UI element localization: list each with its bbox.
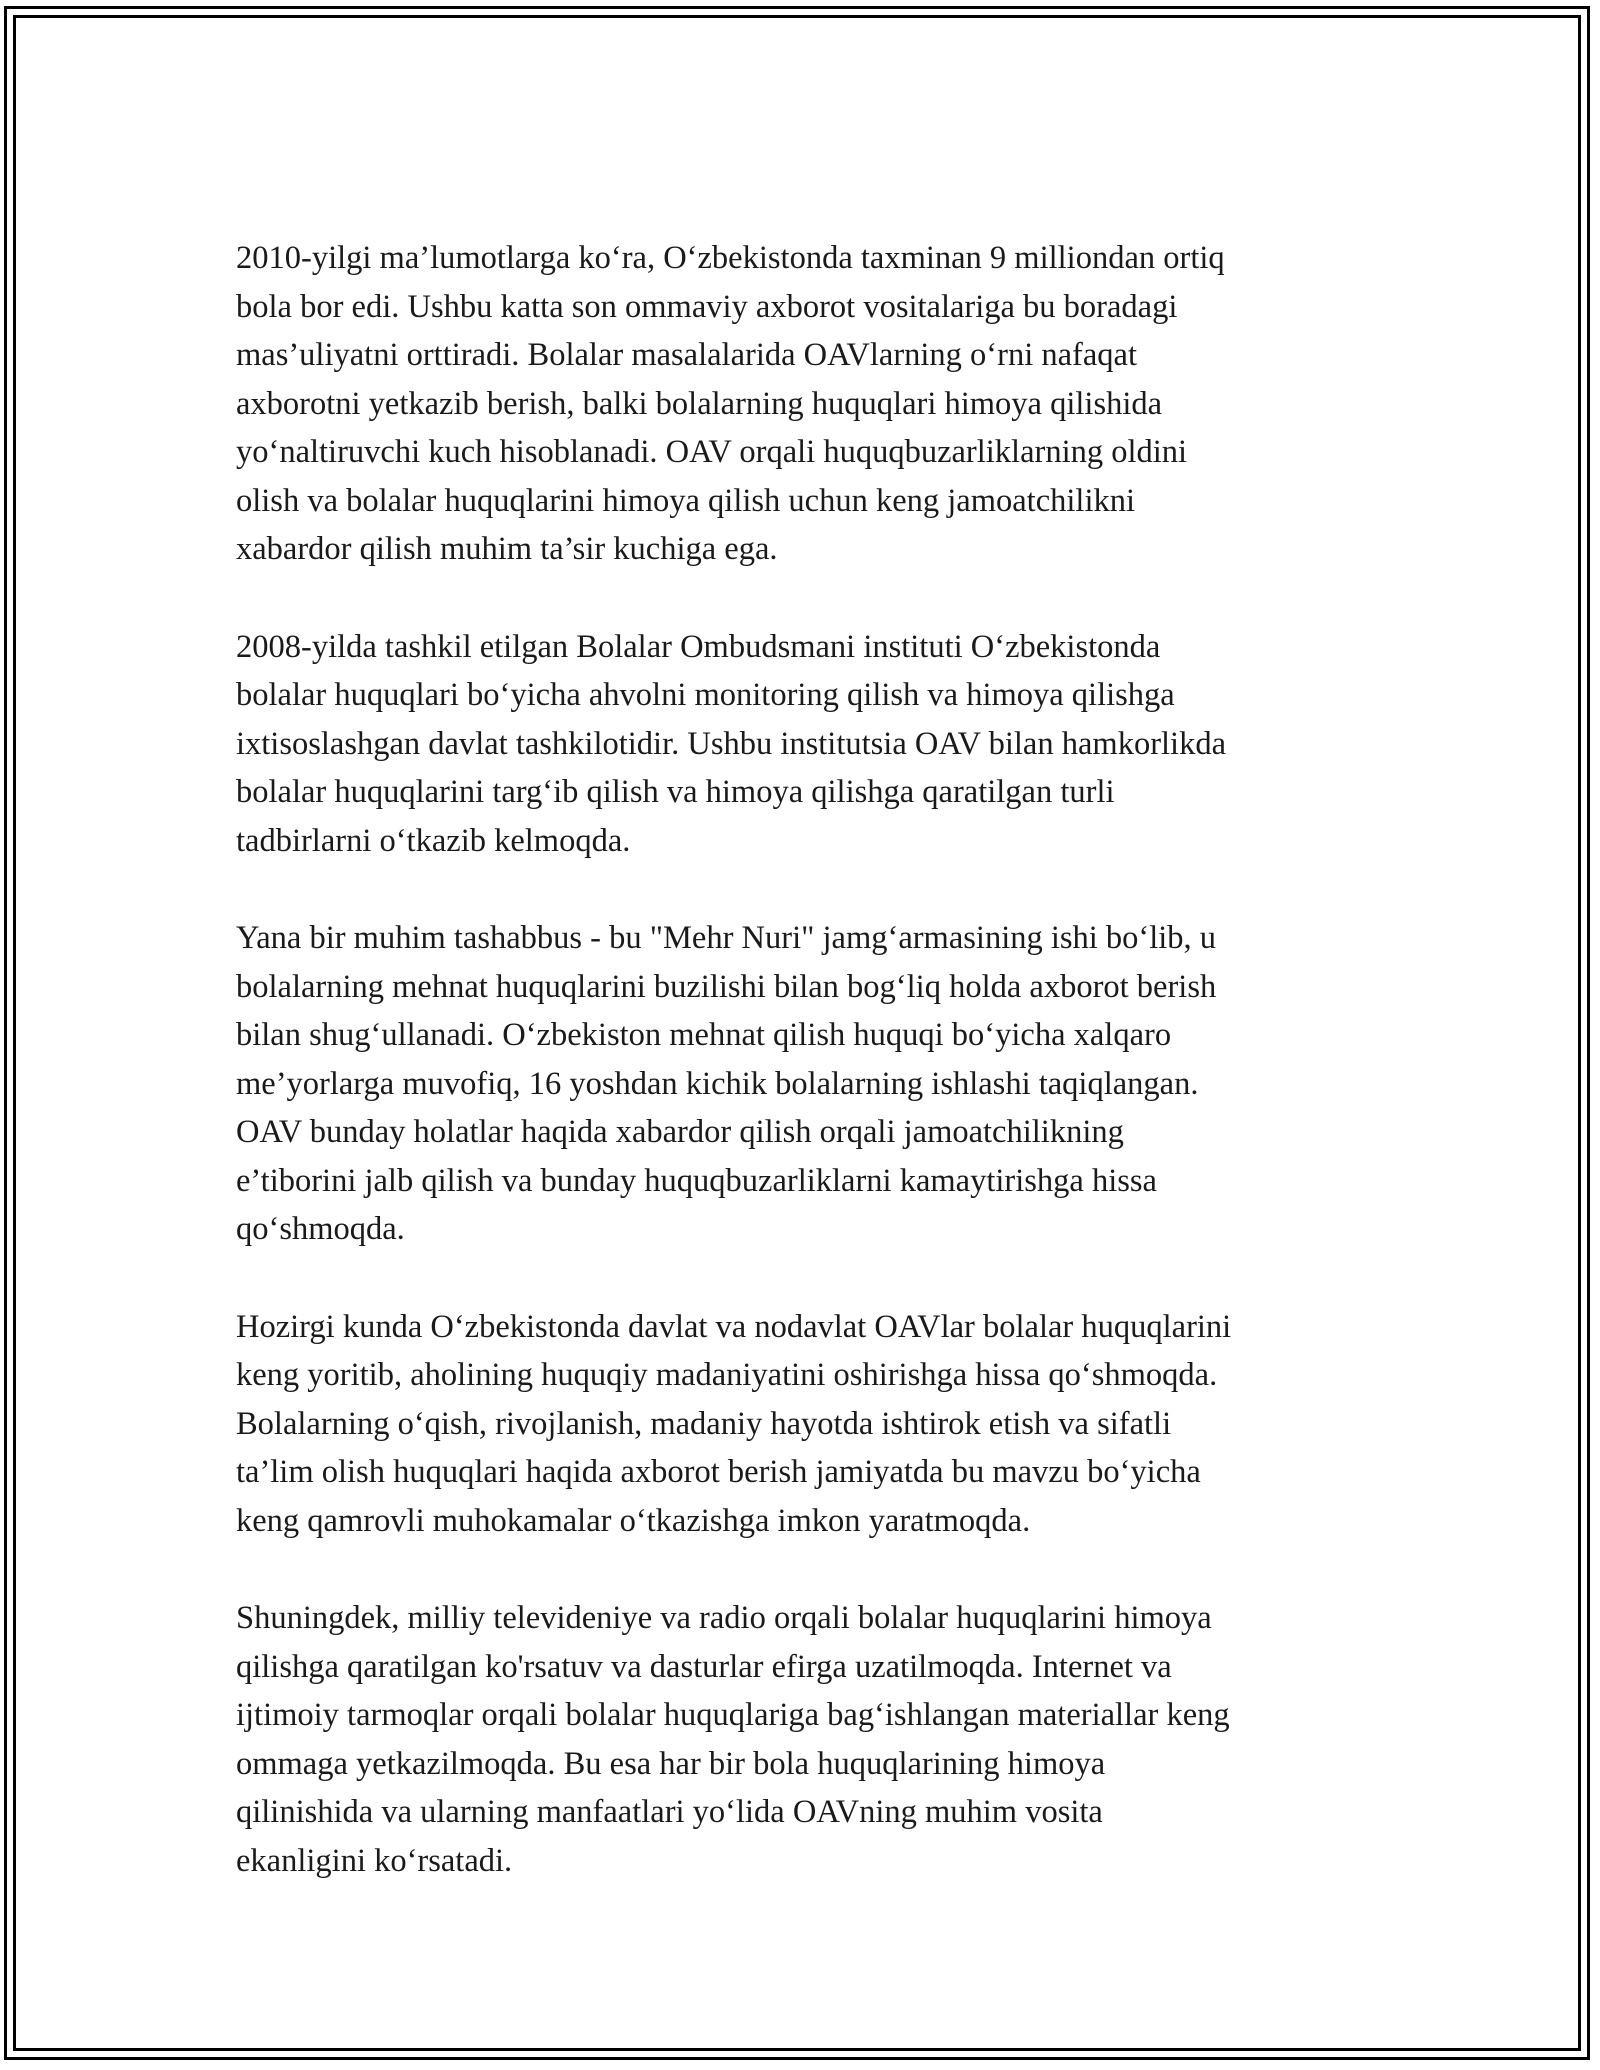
document-body <box>236 234 1376 1934</box>
paragraph-4: Hozirgi kunda O‘zbekistonda davlat va nodavlat OAVlar bolalar huquqlarini keng yoritib, aholining huquqiy madaniyatini oshirishga hissa qo‘shmoqda. Bolalarning o‘qish, rivojlanish, madaniy hayotda ishtirok etish va sifatli ta’lim olish huquqlari haqida axborot berish jamiyatda bu mavzu bo‘yicha keng qamrovli muhokamalar o‘tkazishga imkon yaratmoqda. <box>236 1308 1232 1539</box>
paragraph-3: Yana bir muhim tashabbus - bu "Mehr Nuri" jamg‘armasining ishi bo‘lib, u bolalarning mehnat huquqlarini buzilishi bilan bog‘liq holda axborot berish bilan shug‘ullanadi. O‘zbekiston mehnat qilish huquqi bo‘yicha xalqaro me’yorlarga muvofiq, 16 yoshdan kichik bolalarning ishlashi taqiqlangan. OAV bunday holatlar haqida xabardor qilish orqali jamoatchilikning e’tiborini jalb qilish va bunday huquqbuzarliklarni kamaytirishga hissa qo‘shmoqda. <box>236 920 1217 1247</box>
paragraph-2: 2008-yilda tashkil etilgan Bolalar Ombudsmani instituti O‘zbekistonda bolalar huquqlari bo‘yicha ahvolni monitoring qilish va himoya qilishga ixtisoslashgan davlat tashkilotidir. Ushbu institutsia OAV bilan hamkorlikda bolalar huquqlarini targ‘ib qilish va himoya qilishga qaratilgan turli tadbirlarni o‘tkazib kelmoqda. <box>236 628 1226 859</box>
paragraph-1: 2010-yilgi ma’lumotlarga ko‘ra, O‘zbekistonda taxminan 9 milliondan ortiq bola bor edi. Ushbu katta son ommaviy axborot vositalariga bu boradagi mas’uliyatni orttiradi. Bolalar masalalarida OAVlarning o‘rni nafaqat axborotni yetkazib berish, balki bolalarning huquqlari himoya qilishida yo‘naltiruvchi kuch hisoblanadi. OAV orqali huquqbuzarliklarning oldini olish va bolalar huquqlarini himoya qilish uchun keng jamoatchilikni xabardor qilish muhim ta’sir kuchiga ega. <box>236 240 1225 567</box>
paragraph-5: Shuningdek, milliy televideniye va radio orqali bolalar huquqlarini himoya qilishga qaratilgan ko'rsatuv va dasturlar efirga uzatilmoqda. Internet va ijtimoiy tarmoqlar orqali bolalar huquqlariga bag‘ishlangan materiallar keng ommaga yetkazilmoqda. Bu esa har bir bola huquqlarining himoya qilinishida va ularning manfaatlari yo‘lida OAVning muhim vosita ekanligini ko‘rsatadi. <box>236 1600 1230 1879</box>
